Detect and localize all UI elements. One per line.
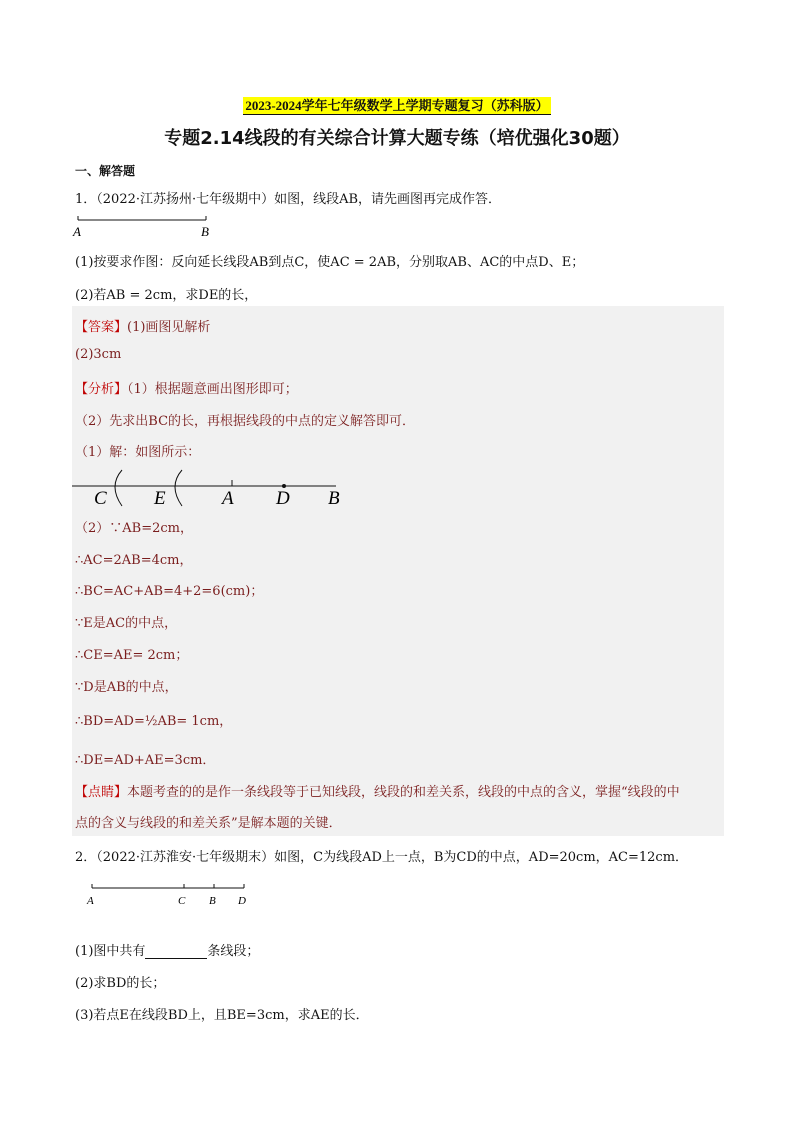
q2-label-a: A — [87, 895, 94, 907]
q2-stem: 2．（2022·江苏淮安·七年级期末）如图，C为线段AD上一点，B为CD的中点，AD=20cm，AC=12cm． — [75, 850, 689, 865]
q1-part1: (1)按要求作图：反向延长线段AB到点C，使AC = 2AB，分别取AB、AC的中点D、E； — [75, 255, 585, 270]
comment-text-1: 本题考查的的是作一条线段等于已知线段，线段的和差关系，线段的中点的含义，掌握“线段的中 — [127, 785, 680, 800]
solution-step-4: ∵E是AC的中点， — [75, 616, 178, 631]
q1-part2: (2)若AB = 2cm，求DE的长， — [75, 288, 258, 303]
q2-part3: (3)若点E在线段BD上，且BE=3cm，求AE的长． — [75, 1008, 369, 1023]
q1-comment-line1 — [75, 781, 680, 800]
q1-stem: 1．（2022·江苏扬州·七年级期中）如图，线段AB，请先画图再完成作答． — [75, 192, 502, 207]
solution-step-8: ∴DE=AD+AE=3cm． — [75, 753, 216, 768]
solution-step-2: ∴AC=2AB=4cm， — [75, 553, 193, 568]
q2-part1-post: 条线段； — [207, 944, 260, 959]
q2-part2: (2)求BD的长； — [75, 976, 166, 991]
page-title: 专题2.14线段的有关综合计算大题专练（培优强化30题） — [164, 128, 630, 149]
solution-step-3: ∴BC=AC+AB=4+2=6(cm)； — [75, 584, 264, 599]
sol-label-c: C — [94, 488, 107, 509]
sol-label-a: A — [222, 488, 234, 509]
q1-label-a: A — [73, 224, 81, 239]
solution-step-1: （2）∵AB=2cm， — [75, 521, 193, 536]
q2-label-b: B — [209, 895, 216, 907]
q1-label-b: B — [201, 224, 209, 239]
q1-figure — [70, 212, 230, 242]
answer-text-1: (1)画图见解析 — [127, 320, 211, 335]
q1-solution-intro: （1）解：如图所示： — [75, 445, 201, 460]
solution-step-6: ∵D是AB的中点， — [75, 680, 178, 695]
sol-label-d: D — [276, 488, 290, 509]
q1-answer-line1 — [75, 316, 210, 335]
header-tag-text: 2023-2024学年七年级数学上学期专题复习（苏科版） — [245, 98, 549, 113]
section-label: 一、解答题 — [75, 164, 136, 178]
q2-figure — [80, 880, 260, 910]
analysis-text-1: （1）根据题意画出图形即可； — [127, 382, 298, 397]
q2-blank — [145, 946, 207, 959]
q1-solution-figure — [70, 466, 360, 510]
q2-label-c: C — [178, 895, 186, 907]
solution-step-7: ∴BD=AD=½AB= 1cm， — [75, 714, 233, 729]
q1-analysis-line1 — [75, 378, 298, 397]
solution-step-5: ∴CE=AE= 2cm； — [75, 648, 189, 663]
q2-label-d: D — [238, 895, 246, 907]
arc-e — [175, 470, 182, 506]
answer-tag: 【答案】 — [75, 320, 128, 335]
q1-comment-line2: 点的含义与线段的和差关系”是解本题的关键． — [75, 816, 342, 831]
sol-label-b: B — [328, 488, 340, 509]
q2-part1 — [75, 940, 259, 959]
analysis-tag: 【分析】 — [75, 382, 128, 397]
q1-analysis-line2: （2）先求出BC的长，再根据线段的中点的定义解答即可． — [75, 414, 416, 429]
header-tag — [0, 95, 794, 114]
arc-c — [115, 470, 122, 506]
comment-tag: 【点睛】 — [75, 785, 128, 800]
q1-answer-line2: (2)3cm — [75, 347, 122, 362]
sol-label-e: E — [154, 488, 166, 509]
q2-part1-pre: (1)图中共有 — [75, 944, 146, 959]
